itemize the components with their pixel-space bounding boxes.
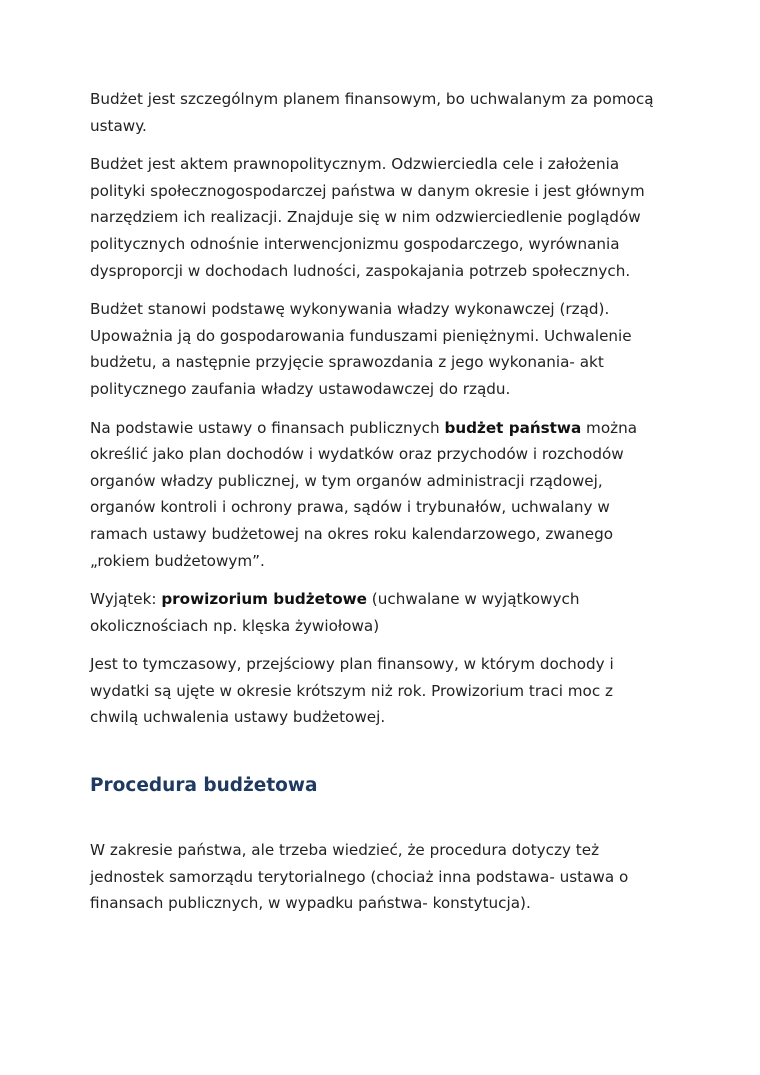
paragraph-provisional-plan: Jest to tymczasowy, przejściowy plan finansowy, w którym dochody i wydatki są ujęte w okresie krótszym niż rok. Prowizorium traci moc z chwilą uchwalenia ustawy budżetowej. [90, 655, 614, 727]
provisional-budget-term: prowizorium budżetowe [161, 590, 367, 609]
paragraph-exception [90, 586, 680, 639]
exception-label: Wyjątek: [90, 590, 162, 609]
exception-body: (uchwalane w wyjątkowych okolicznościach np. klęska żywiołowa) [90, 590, 580, 635]
paragraph-state-budget-intro: Na podstawie ustawy o finansach publicznych [90, 418, 445, 437]
document-page [90, 86, 680, 929]
paragraph-state-budget [90, 415, 680, 575]
state-budget-term: budżet państwa [444, 418, 582, 437]
paragraph-state-budget-body: można określić jako plan dochodów i wydatków oraz przychodów i rozchodów organów władzy publicznej, w tym organów administracji rządowej, organów kontroli i ochrony prawa, sądów i trybunałów, uchwalany w ramach ustawy budżetowej na okres roku kalendarzowego, zwanego „rokiem budżetowym”. [90, 418, 638, 570]
paragraph-budget-definition: Budżet jest szczególnym planem finansowym, bo uchwalanym za pomocą ustawy. [90, 90, 654, 135]
paragraph-budget-political-act: Budżet jest aktem prawnopolitycznym. Odzwierciedla cele i założenia polityki społecznogospodarczej państwa w danym okresie i jest głównym narzędziem ich realizacji. Znajduje się w nim odzwierciedlenie poglądów politycznych odnośnie interwencjonizmu gospodarczego, wyrównania dysproporcji w dochodach ludności, zaspokajania potrzeb społecznych. [90, 155, 645, 280]
paragraph-budget-executive-power: Budżet stanowi podstawę wykonywania władzy wykonawczej (rząd). Upoważnia ją do gospodarowania funduszami pieniężnymi. Uchwalenie budżetu, a następnie przyjęcie sprawozdania z jego wykonania- akt politycznego zaufania władzy ustawodawczej do rządu. [90, 300, 632, 398]
section-heading-budget-procedure: Procedura budżetowa [90, 775, 318, 797]
paragraph-procedure-scope: W zakresie państwa, ale trzeba wiedzieć, że procedura dotyczy też jednostek samorządu terytorialnego (chociaż inna podstawa- ustawa o finansach publicznych, w wypadku państwa- konstytucja). [90, 841, 629, 913]
